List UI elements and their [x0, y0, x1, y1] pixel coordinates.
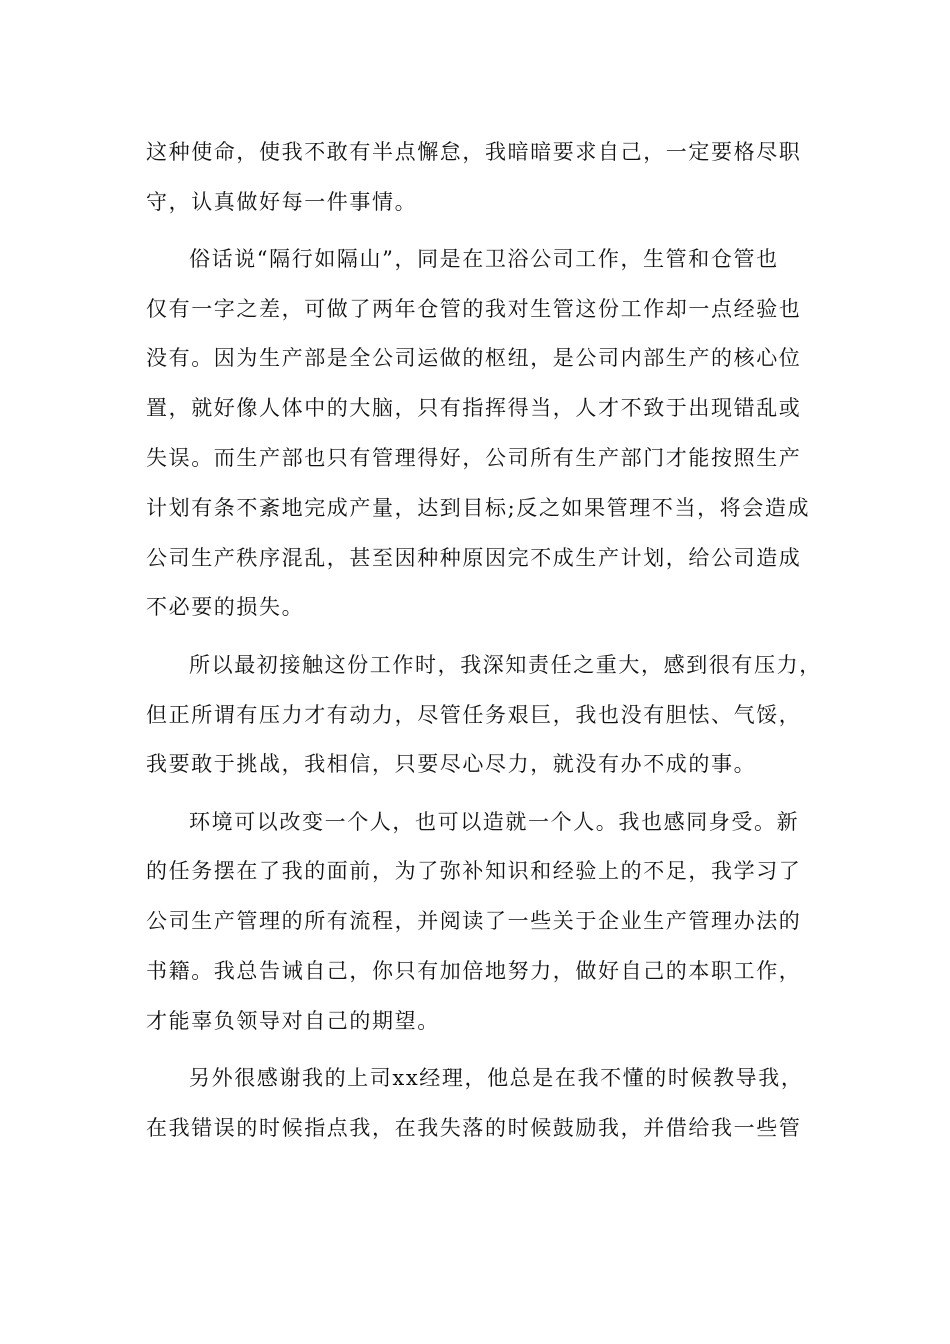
text-line: 守，认真做好每一件事情。 — [146, 190, 418, 214]
paragraph-start-line: 所以最初接触这份工作时，我深知责任之重大，感到很有压力， — [189, 653, 822, 677]
text-line: 仅有一字之差，可做了两年仓管的我对生管这份工作却一点经验也 — [146, 297, 802, 321]
paragraph-start-line: 俗话说“隔行如隔山”，同是在卫浴公司工作，生管和仓管也 — [189, 247, 779, 271]
paragraph-start-line: 另外很感谢我的上司xx经理，他总是在我不懂的时候教导我， — [189, 1066, 804, 1090]
paragraph-start-line: 环境可以改变一个人，也可以造就一个人。我也感同身受。新 — [189, 810, 800, 834]
text-line: 计划有条不紊地完成产量，达到目标;反之如果管理不当，将会造成 — [146, 496, 811, 520]
text-line: 公司生产管理的所有流程，并阅读了一些关于企业生产管理办法的 — [146, 909, 802, 933]
text-line: 没有。因为生产部是全公司运做的枢纽，是公司内部生产的核心位 — [146, 346, 802, 370]
text-line: 这种使命，使我不敢有半点懈怠，我暗暗要求自己，一定要格尽职 — [146, 140, 802, 164]
text-line: 的任务摆在了我的面前，为了弥补知识和经验上的不足，我学习了 — [146, 859, 802, 883]
text-line: 在我错误的时候指点我，在我失落的时候鼓励我，并借给我一些管 — [146, 1116, 802, 1140]
text-line: 置，就好像人体中的大脑，只有指挥得当，人才不致于出现错乱或 — [146, 396, 802, 420]
text-line: 我要敢于挑战，我相信，只要尽心尽力，就没有办不成的事。 — [146, 752, 757, 776]
text-line: 失误。而生产部也只有管理得好，公司所有生产部门才能按照生产 — [146, 446, 802, 470]
text-line: 但正所谓有压力才有动力，尽管任务艰巨，我也没有胆怯、气馁， — [146, 703, 802, 727]
text-line: 书籍。我总告诫自己，你只有加倍地努力，做好自己的本职工作， — [146, 959, 802, 983]
text-line: 才能辜负领导对自己的期望。 — [146, 1009, 440, 1033]
text-line: 公司生产秩序混乱，甚至因种种原因完不成生产计划，给公司造成 — [146, 546, 802, 570]
text-line: 不必要的损失。 — [146, 595, 305, 619]
